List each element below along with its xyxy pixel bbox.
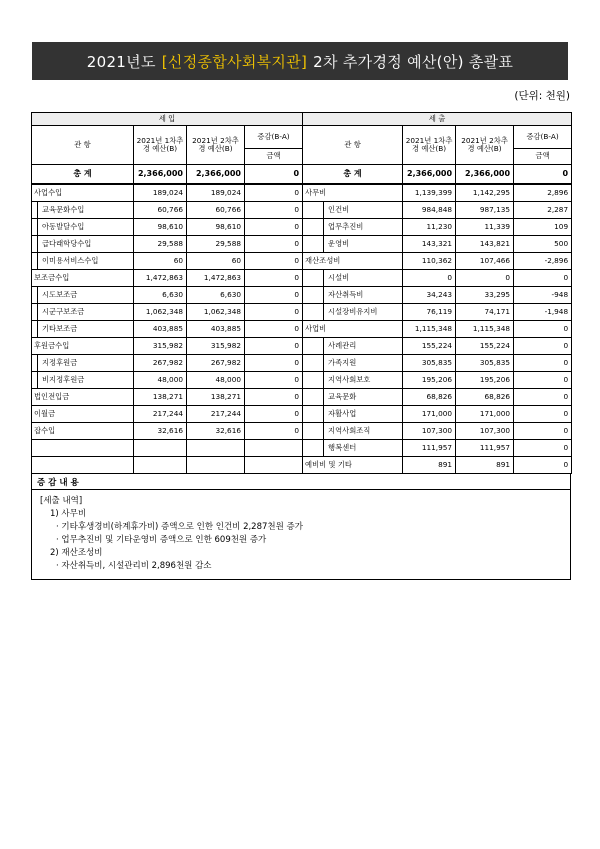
- expense-amount-header: 금액: [514, 149, 572, 165]
- table-row: [32, 338, 572, 355]
- expense-col1-header: 2021년 1차추경 예산(B): [403, 126, 456, 165]
- income-row-label-text: 시군구보조금: [37, 304, 131, 320]
- expense-row-value: 68,826: [403, 389, 456, 406]
- table-row: [32, 406, 572, 423]
- table-row: [32, 287, 572, 304]
- expense-row-label-text: 시설장비유지비: [323, 304, 400, 320]
- expense-row-label: 재산조성비: [303, 253, 403, 270]
- table-row: [32, 236, 572, 253]
- income-row-value: 0: [245, 184, 303, 202]
- expense-row-label: [303, 423, 403, 440]
- expense-row-value: 171,000: [403, 406, 456, 423]
- income-row-label: 잡수입: [32, 423, 134, 440]
- expense-row-label: [303, 372, 403, 389]
- income-row-value: 267,982: [134, 355, 187, 372]
- table-row: [32, 304, 572, 321]
- income-row-value: 403,885: [134, 321, 187, 338]
- income-row-value: 0: [245, 202, 303, 219]
- expense-row-value: 1,139,399: [403, 184, 456, 202]
- expense-row-value: 1,142,295: [456, 184, 514, 202]
- expense-total-v1: 2,366,000: [403, 165, 456, 185]
- expense-row-value: 111,957: [456, 440, 514, 457]
- expense-row-value: 107,466: [456, 253, 514, 270]
- table-row: [32, 389, 572, 406]
- notes-item: · 업무추진비 및 기타운영비 증액으로 인한 609천원 증가: [56, 535, 267, 545]
- income-row-value: 48,000: [187, 372, 245, 389]
- income-row-value: [187, 457, 245, 474]
- notes-section-title: [세출 내역]: [40, 496, 83, 506]
- income-row-value: 217,244: [134, 406, 187, 423]
- expense-row-label: [303, 287, 403, 304]
- table-row: [32, 184, 572, 202]
- expense-row-value: 68,826: [456, 389, 514, 406]
- income-row-value: 32,616: [134, 423, 187, 440]
- income-row-value: 1,062,348: [134, 304, 187, 321]
- income-row-value: 0: [245, 253, 303, 270]
- income-row-label: 사업수입: [32, 184, 134, 202]
- expense-row-value: 111,957: [403, 440, 456, 457]
- expense-row-value: 155,224: [403, 338, 456, 355]
- expense-row-value: 1,115,348: [403, 321, 456, 338]
- expense-row-value: 305,835: [403, 355, 456, 372]
- income-row-value: 403,885: [187, 321, 245, 338]
- expense-row-value: 34,243: [403, 287, 456, 304]
- income-row-value: 0: [245, 287, 303, 304]
- income-row-value: 60: [134, 253, 187, 270]
- income-row-value: 0: [245, 270, 303, 287]
- income-row-label: [32, 219, 134, 236]
- expense-diff-header: 증감(B-A): [514, 126, 572, 149]
- expense-row-value: 2,287: [514, 202, 572, 219]
- table-row: [32, 253, 572, 270]
- expense-row-value: 0: [514, 338, 572, 355]
- income-total-v2: 2,366,000: [187, 165, 245, 185]
- income-row-value: 32,616: [187, 423, 245, 440]
- income-row-value: [245, 457, 303, 474]
- budget-table: [31, 112, 572, 474]
- income-row-value: 1,472,863: [187, 270, 245, 287]
- expense-row-value: 107,300: [456, 423, 514, 440]
- expense-row-label: [303, 406, 403, 423]
- page-title: [32, 42, 568, 80]
- expense-row-value: 107,300: [403, 423, 456, 440]
- income-col2-header: 2021년 2차추경 예산(B): [187, 126, 245, 165]
- expense-gwanhang-header: 관 항: [303, 126, 403, 165]
- notes-header: 증 감 내 용: [32, 474, 570, 490]
- expense-row-label-text: 자활사업: [323, 406, 400, 422]
- income-row-value: 0: [245, 423, 303, 440]
- expense-row-value: -948: [514, 287, 572, 304]
- income-row-value: 138,271: [134, 389, 187, 406]
- expense-row-label-text: 자산취득비: [323, 287, 400, 303]
- expense-col2-header: 2021년 2차추경 예산(B): [456, 126, 514, 165]
- income-row-value: 60: [187, 253, 245, 270]
- income-row-value: 0: [245, 372, 303, 389]
- expense-row-label: 사무비: [303, 184, 403, 202]
- expense-row-label-text: 행복센터: [323, 440, 400, 456]
- expense-row-value: 11,230: [403, 219, 456, 236]
- expense-row-value: 0: [514, 355, 572, 372]
- income-row-label-text: 아동발달수입: [37, 219, 131, 235]
- income-row-label: 보조금수입: [32, 270, 134, 287]
- expense-row-value: 0: [456, 270, 514, 287]
- income-row-label: 후원금수입: [32, 338, 134, 355]
- income-row-label: [32, 304, 134, 321]
- unit-label: (단위: 천원): [514, 90, 570, 102]
- income-row-value: 315,982: [187, 338, 245, 355]
- expense-row-value: 891: [403, 457, 456, 474]
- income-header: 세 입: [32, 113, 303, 126]
- income-row-value: 6,630: [187, 287, 245, 304]
- expense-row-value: 195,206: [456, 372, 514, 389]
- income-row-value: 1,062,348: [187, 304, 245, 321]
- notes-item: 1) 사무비: [50, 509, 87, 519]
- income-row-value: 98,610: [187, 219, 245, 236]
- table-row: [32, 270, 572, 287]
- table-row: [32, 202, 572, 219]
- income-row-label-text: 시도보조금: [37, 287, 131, 303]
- income-row-value: [134, 440, 187, 457]
- income-row-label-text: 급다래학당수입: [37, 236, 131, 252]
- income-row-value: 60,766: [187, 202, 245, 219]
- expense-row-label: [303, 270, 403, 287]
- notes-item: 2) 재산조성비: [50, 548, 103, 558]
- income-row-label: 법인전입금: [32, 389, 134, 406]
- expense-row-label: [303, 304, 403, 321]
- expense-row-value: 1,115,348: [456, 321, 514, 338]
- income-row-value: 1,472,863: [134, 270, 187, 287]
- expense-row-value: 0: [514, 389, 572, 406]
- income-total-diff: 0: [245, 165, 303, 185]
- table-row: [32, 372, 572, 389]
- expense-total-v2: 2,366,000: [456, 165, 514, 185]
- income-row-label-text: 기타보조금: [37, 321, 131, 337]
- table-row: [32, 321, 572, 338]
- income-row-label: [32, 355, 134, 372]
- expense-row-value: 0: [514, 372, 572, 389]
- expense-row-value: 11,339: [456, 219, 514, 236]
- expense-row-value: 0: [403, 270, 456, 287]
- income-row-value: 138,271: [187, 389, 245, 406]
- income-row-label: [32, 287, 134, 304]
- income-row-value: 189,024: [187, 184, 245, 202]
- income-row-value: 189,024: [134, 184, 187, 202]
- expense-row-value: 984,848: [403, 202, 456, 219]
- income-row-label: [32, 440, 134, 457]
- income-row-label-text: 교육문화수입: [37, 202, 131, 218]
- income-row-value: 315,982: [134, 338, 187, 355]
- expense-row-value: -2,896: [514, 253, 572, 270]
- expense-row-label-text: 지역사회보호: [323, 372, 400, 388]
- expense-row-label-text: 지역사회조직: [323, 423, 400, 439]
- table-row: [32, 219, 572, 236]
- expense-row-value: 500: [514, 236, 572, 253]
- expense-row-label: [303, 355, 403, 372]
- expense-row-value: 143,321: [403, 236, 456, 253]
- income-diff-header: 증감(B-A): [245, 126, 303, 149]
- expense-row-value: -1,948: [514, 304, 572, 321]
- expense-row-label-text: 교육문화: [323, 389, 400, 405]
- income-amount-header: 금액: [245, 149, 303, 165]
- income-row-value: 6,630: [134, 287, 187, 304]
- income-row-label: [32, 253, 134, 270]
- expense-total-diff: 0: [514, 165, 572, 185]
- expense-row-value: 195,206: [403, 372, 456, 389]
- expense-row-label: [303, 338, 403, 355]
- income-row-value: 0: [245, 389, 303, 406]
- notes-item: · 자산취득비, 시설관리비 2,896천원 감소: [56, 561, 212, 571]
- income-col1-header: 2021년 1차추경 예산(B): [134, 126, 187, 165]
- income-row-value: 0: [245, 236, 303, 253]
- expense-row-value: 0: [514, 270, 572, 287]
- expense-row-value: 155,224: [456, 338, 514, 355]
- income-row-label: [32, 372, 134, 389]
- income-row-value: 29,588: [134, 236, 187, 253]
- income-row-label: [32, 457, 134, 474]
- table-row: [32, 440, 572, 457]
- expense-header: 세 출: [303, 113, 572, 126]
- income-row-value: 0: [245, 304, 303, 321]
- expense-row-value: 2,896: [514, 184, 572, 202]
- expense-row-value: 0: [514, 423, 572, 440]
- income-row-label-text: 지정후원금: [37, 355, 131, 371]
- expense-row-label-text: 운영비: [323, 236, 400, 252]
- income-row-label: [32, 236, 134, 253]
- expense-row-value: 0: [514, 321, 572, 338]
- notes-box: [31, 474, 571, 580]
- income-row-value: 60,766: [134, 202, 187, 219]
- expense-row-label-text: 가족지원: [323, 355, 400, 371]
- income-row-label-text: 이미용서비스수입: [37, 253, 131, 269]
- expense-row-value: 143,821: [456, 236, 514, 253]
- income-row-label: 이월금: [32, 406, 134, 423]
- title-suffix: 2차 추가경정 예산(안) 총괄표: [313, 52, 514, 71]
- notes-item: · 기타후생경비(하계휴가비) 증액으로 인한 인건비 2,287천원 증가: [56, 522, 303, 532]
- expense-row-label: [303, 219, 403, 236]
- expense-row-value: 110,362: [403, 253, 456, 270]
- income-row-value: 0: [245, 338, 303, 355]
- expense-row-label: 예비비 및 기타: [303, 457, 403, 474]
- income-row-label: [32, 202, 134, 219]
- income-row-value: 0: [245, 219, 303, 236]
- expense-row-value: 0: [514, 457, 572, 474]
- income-row-value: 217,244: [187, 406, 245, 423]
- income-row-value: 29,588: [187, 236, 245, 253]
- income-total-label: 총 계: [32, 165, 134, 185]
- expense-row-label-text: 인건비: [323, 202, 400, 218]
- expense-row-value: 891: [456, 457, 514, 474]
- income-row-value: [245, 440, 303, 457]
- expense-row-label: [303, 202, 403, 219]
- income-gwanhang-header: 관 항: [32, 126, 134, 165]
- income-row-value: 48,000: [134, 372, 187, 389]
- income-row-value: [187, 440, 245, 457]
- expense-row-label: 사업비: [303, 321, 403, 338]
- expense-row-value: 987,135: [456, 202, 514, 219]
- expense-row-value: 76,119: [403, 304, 456, 321]
- table-row: [32, 423, 572, 440]
- income-total-v1: 2,366,000: [134, 165, 187, 185]
- title-org: [신정종합사회복지관]: [161, 52, 308, 71]
- title-prefix: 2021년도: [86, 52, 156, 71]
- expense-row-label-text: 사례관리: [323, 338, 400, 354]
- income-row-value: 0: [245, 406, 303, 423]
- table-row: [32, 457, 572, 474]
- expense-row-value: 171,000: [456, 406, 514, 423]
- expense-row-value: 74,171: [456, 304, 514, 321]
- expense-row-value: 0: [514, 440, 572, 457]
- expense-row-label: [303, 440, 403, 457]
- expense-row-value: 0: [514, 406, 572, 423]
- table-row: [32, 355, 572, 372]
- total-row: [32, 165, 572, 185]
- income-row-value: 0: [245, 321, 303, 338]
- expense-row-value: 109: [514, 219, 572, 236]
- expense-row-value: 33,295: [456, 287, 514, 304]
- expense-row-label-text: 시설비: [323, 270, 400, 286]
- expense-total-label: 총 계: [303, 165, 403, 185]
- expense-row-value: 305,835: [456, 355, 514, 372]
- expense-row-label: [303, 389, 403, 406]
- income-row-value: 98,610: [134, 219, 187, 236]
- income-row-label-text: 비지정후원금: [37, 372, 131, 388]
- income-row-label: [32, 321, 134, 338]
- expense-row-label-text: 업무추진비: [323, 219, 400, 235]
- income-row-value: 267,982: [187, 355, 245, 372]
- income-row-value: [134, 457, 187, 474]
- expense-row-label: [303, 236, 403, 253]
- income-row-value: 0: [245, 355, 303, 372]
